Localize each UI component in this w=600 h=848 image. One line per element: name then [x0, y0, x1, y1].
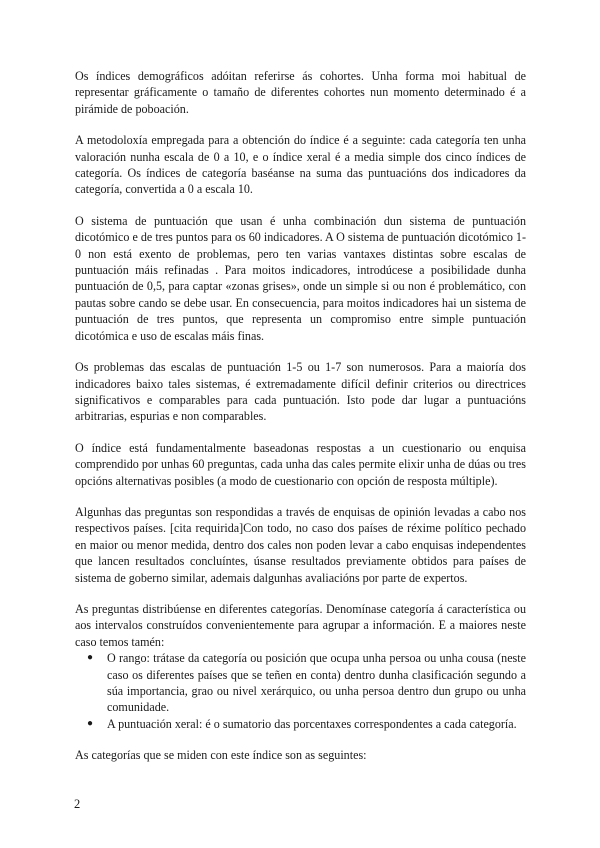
paragraph-methodology: A metodoloxía empregada para a obtención do índice é a seguinte: cada categoría ten unha valoración nunha escala de 0 a 10, e o índice xeral é a media simple dos cinco índices de categoría. Os índices de categoría baséanse na suma das puntuacións dos indicadores da categoría, convertida a 0 a escala 10.: [75, 133, 526, 197]
bullet-icon: ●: [87, 652, 94, 664]
paragraph-categories: As preguntas distribúense en diferentes categorías. Denomínase categoría á característica ou aos intervalos construídos convenientemente para agrupar a información. E a maiores neste caso temos tamén:: [75, 601, 526, 649]
paragraph-surveys: Algunhas das preguntas son respondidas a través de enquisas de opinión levadas a cabo nos respectivos países. [cita requirida]Con todo, no caso dos países de réxime político pechado en maior ou menor medida, dentro dos cales non poden levar a cabo enquisas independentes que lancen resultados concluíntes, úsanse resultados previamente obtidos para países de sistema de goberno similar, ademais dalgunhas avaliacións por parte de expertos.: [75, 504, 526, 585]
list-item: [87, 716, 526, 732]
paragraph-closing: As categorías que se miden con este índice son as seguintes:: [75, 748, 367, 763]
bullet-list: [75, 650, 526, 732]
list-item: [87, 650, 526, 716]
paragraph-cohorts: Os índices demográficos adóitan referirse ás cohortes. Unha forma moi habitual de representar gráficamente o tamaño de diferentes cohortes nun momento determinado é a pirámide de poboación.: [75, 69, 526, 116]
list-item-text: O rango: trátase da categoría ou posición que ocupa unha persoa ou unha cousa (neste caso os diferentes países que se teñen en conta) dentro dunha clasificación segundo a súa importancia, grao ou nivel xerárquico, ou unha persoa dentro dun grupo ou unha comunidade.: [107, 651, 526, 715]
paragraph-questionnaire: O índice está fundamentalmente baseadonas respostas a un cuestionario ou enquisa comprendido por unhas 60 preguntas, cada unha das cales permite elixir unha de dúas ou tres opcións alternativas posibles (a modo de cuestionario con opción de resposta múltiple).: [75, 440, 526, 488]
paragraph-scoring-system: O sistema de puntuación que usan é unha combinación dun sistema de puntuación dicotómico e de tres puntos para os 60 indicadores. A O sistema de puntuación dicotómico 1-0 non está exento de problemas, pero ten varias vantaxes distintas sobre escalas de puntuación máis refinadas . Para moitos indicadores, introdúcese a posibilidade dunha puntuación de 0,5, para captar «zonas grises», onde un simple si ou non é problemático, con pautas sobre cando se debe usar. En consecuencia, para moitos indicadores hai un sistema de puntuación de tres puntos, que representa un compromiso entre simple puntuación dicotómica e uso de escalas máis finas.: [75, 213, 526, 343]
page-number: 2: [74, 797, 81, 811]
bullet-icon: ●: [87, 717, 94, 729]
paragraph-scale-problems: Os problemas das escalas de puntuación 1-5 ou 1-7 son numerosos. Para a maioría dos indicadores baixo tales sistemas, é extremadamente difícil definir criterios ou directrices significativos e comparables para cada puntuación. Isto pode dar lugar a puntuacións arbitrarias, espurias e non comparables.: [75, 360, 526, 424]
document-page: [75, 68, 526, 779]
list-item-text: A puntuación xeral: é o sumatorio das porcentaxes correspondentes a cada categoría.: [107, 716, 517, 731]
